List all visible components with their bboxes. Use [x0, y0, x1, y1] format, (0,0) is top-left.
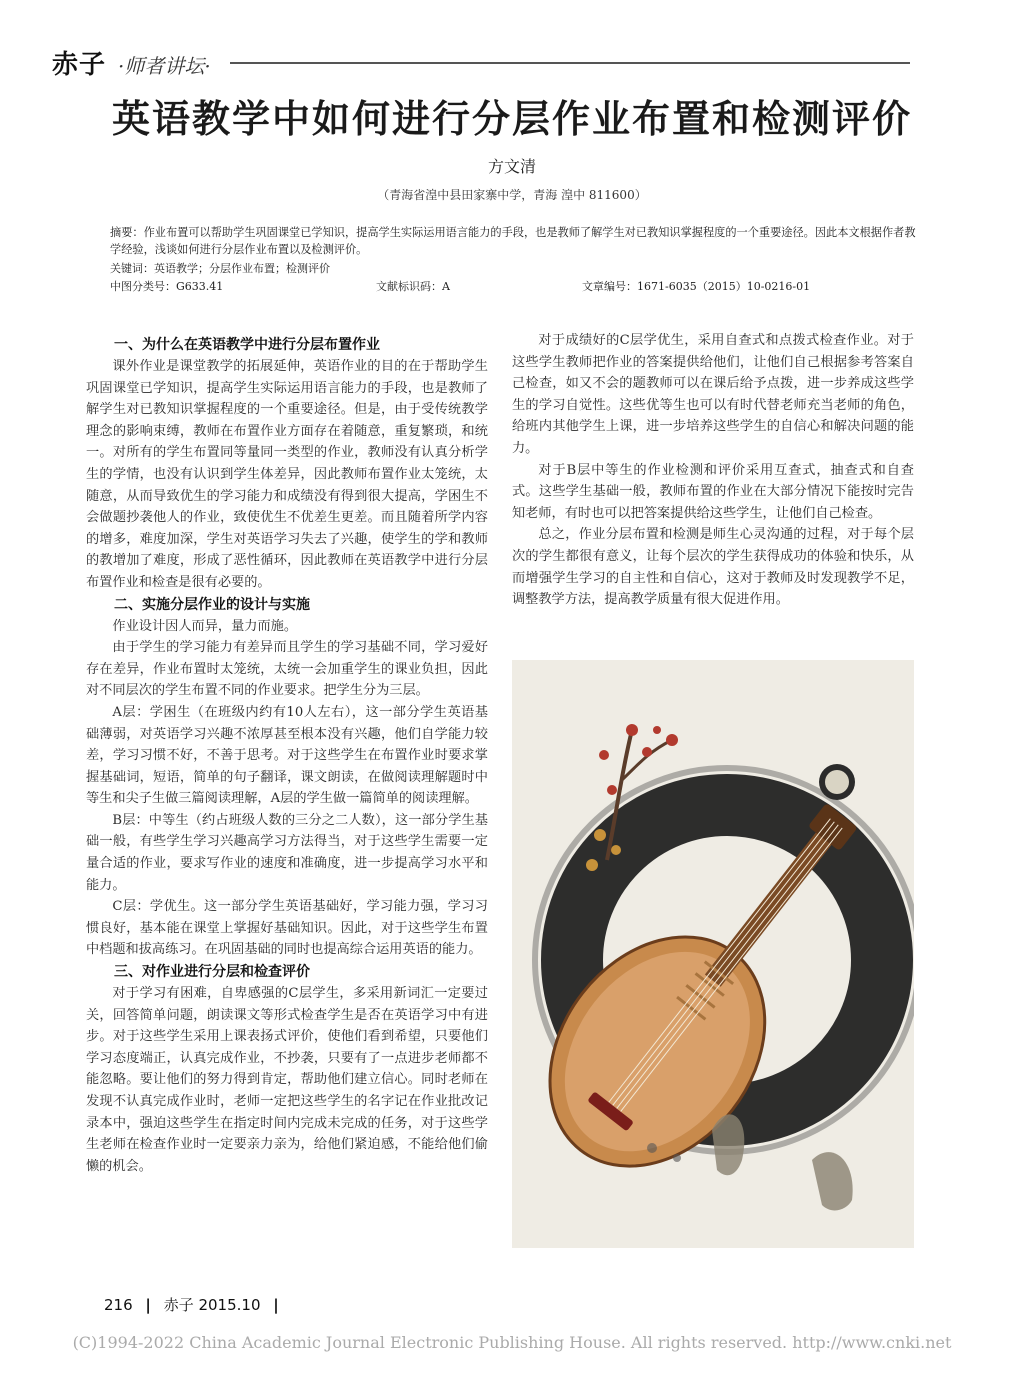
- paragraph: 课外作业是课堂教学的拓展延伸，英语作业的目的在于帮助学生巩固课堂已学知识，提高学生实际运用语言能力的手段，也是教师了解学生对已教知识掌握程度的一个重要途径。但是，由于受传统教学理念的影响束缚，教师在布置作业方面存在着随意，重复繁琐，和统一。对所有的学生布置同等量同一类型的作业，教师没有认真分析学生的学情，也没有认识到学生体差异，因此教师布置作业太笼统，太随意，从而导致优生的学习能力和成绩没有得到很大提高，学困生不会做题抄袭他人的作业，致使优生不优差生更差。而且随着所学内容的增多，难度加深，学生对英语学习失去了兴趣，使学生的学和教师的教增加了难度，形成了恶性循环，因此教师在英语教学中进行分层布置作业和检查是很有必要的。: [86, 359, 488, 590]
- section-heading: 二、实施分层作业的设计与实施: [114, 596, 310, 613]
- footer-separator: |: [145, 1296, 151, 1314]
- section-label: ·师者讲坛·: [118, 54, 211, 78]
- paragraph: A层：学困生（在班级内约有10人左右），这一部分学生英语基础薄弱，对英语学习兴趣不浓厚甚至根本没有兴趣，他们自学能力较差，学习习惯不好，不善于思考。对于这些学生在布置作业时要求掌握基础词，短语，简单的句子翻译，课文朗读，在做阅读理解题时中等生和尖子生做三篇阅读理解，A层的学生做一篇简单的阅读理解。: [86, 704, 488, 807]
- clc-number: 中图分类号：G633.41: [110, 280, 224, 293]
- paragraph: C层：学优生。这一部分学生英语基础好，学习能力强，学习习惯良好，基本能在课堂上掌握好基础知识。因此，对于这些学生布置中档题和拔高练习。在巩固基础的同时也提高综合运用英语的能力。: [86, 899, 488, 958]
- abstract: 摘要：作业布置可以帮助学生巩固课堂已学知识，提高学生实际运用语言能力的手段，也是教师了解学生对已教知识掌握程度的一个重要途径。因此本文根据作者教学经验，浅谈如何进行分层作业布置以及检测评价。: [110, 226, 916, 256]
- document-code: 文献标识码：A: [376, 280, 450, 293]
- paragraph: B层：中等生（约占班级人数的三分之二人数），这一部分学生基础一般，有些学生学习兴趣高学习方法得当，对于这些学生需要一定量合适的作业，要求写作业的速度和准确度，进一步提高学习水平和能力。: [86, 812, 488, 893]
- author-affiliation: （青海省湟中县田家寨中学，青海 湟中 811600）: [377, 188, 647, 202]
- paragraph: 对于B层中等生的作业检测和评价采用互查式，抽查式和自查式。这些学生基础一般，教师布置的作业在大部分情况下能按时完告知老师，有时也可以把答案提供给这些学生，让他们自己检查。: [512, 462, 914, 521]
- paragraph: 对于学习有困难，自卑感强的C层学生，多采用新词汇一定要过关，回答简单问题，朗读课文等形式检查学生是否在英语学习中有进步。对于这些学生采用上课表扬式评价，使他们看到希望，只要他们学习态度端正，认真完成作业，不抄袭，只要有了一点进步老师都不能忽略。要让他们的努力得到肯定，帮助他们建立信心。同时老师在发现不认真完成作业时，老师一定把这些学生的名字记在作业批改记录本中，强迫这些学生在指定时间内完成未完成的任务，对于这些学生老师在检查作业时一定要亲力亲为，给他们紧迫感，不能给他们偷懒的机会。: [86, 986, 488, 1174]
- right-column: [512, 330, 914, 611]
- footer-separator-end: |: [273, 1296, 279, 1314]
- journal-brand: 赤子: [52, 50, 107, 80]
- paragraph: 对于成绩好的C层学优生，采用自查式和点拨式检查作业。对于这些学生教师把作业的答案提供给他们，让他们自己根据参考答案自己检查，如又不会的题教师可以在课后给予点拨，进一步养成这些学生的学习自觉性。这些优等生也可以有时代替老师充当老师的角色，给班内其他学生上课，进一步培养这些学生的自信心和解决问题的能力。: [512, 333, 914, 456]
- page-footer: [104, 1294, 279, 1315]
- left-column: [86, 334, 488, 1177]
- paragraph: 由于学生的学习能力有差异而且学生的学习基础不同，学习爱好存在差异，作业布置时太笼统，太统一会加重学生的课业负担，因此对不同层次的学生布置不同的作业要求。把学生分为三层。: [86, 640, 488, 699]
- section-heading: 三、对作业进行分层和检查评价: [114, 964, 310, 981]
- pipa-artwork: [512, 660, 914, 1248]
- section-heading: 一、为什么在英语教学中进行分层布置作业: [114, 337, 380, 353]
- article-author: 方文清: [487, 157, 536, 176]
- header-divider: [230, 62, 910, 64]
- keywords: 关键词：英语教学；分层作业布置；检测评价: [110, 262, 330, 275]
- paragraph: 作业设计因人而异，量力而施。: [112, 618, 298, 634]
- pipa-illustration: [512, 660, 914, 1248]
- page-number: 216: [104, 1296, 133, 1314]
- article-number: 文章编号：1671-6035（2015）10-0216-01: [582, 280, 811, 293]
- paragraph: 总之，作业分层布置和检测是师生心灵沟通的过程，对于每个层次的学生都很有意义，让每个层次的学生获得成功的体验和快乐，从而增强学生学习的自主性和自信心，这对于教师及时发现教学不足，调整教学方法，提高教学质量有很大促进作用。: [512, 527, 914, 608]
- journal-issue: 赤子 2015.10: [163, 1296, 261, 1314]
- article-title: 英语教学中如何进行分层作业布置和检测评价: [111, 96, 912, 141]
- copyright-notice: (C)1994-2022 China Academic Journal Electronic Publishing House. All rights reserved. http://www.cnki.net: [72, 1333, 952, 1352]
